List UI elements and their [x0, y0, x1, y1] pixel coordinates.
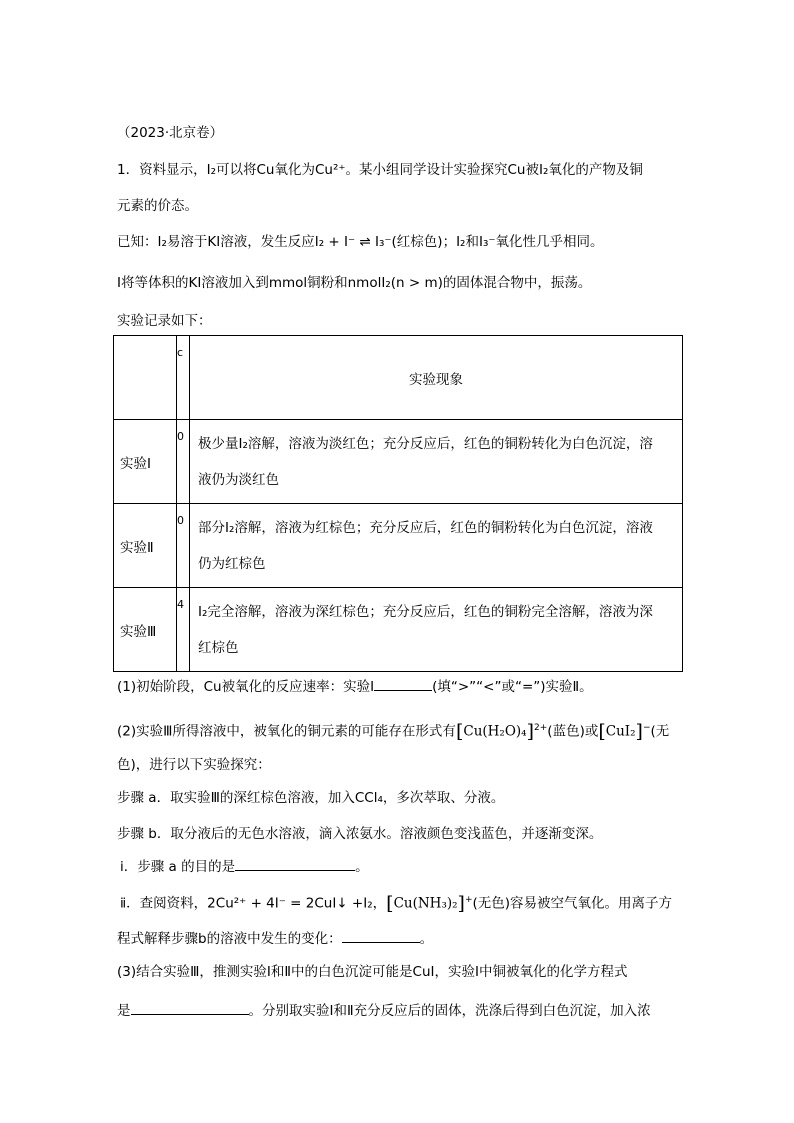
- bracket-open-icon: [: [455, 720, 464, 743]
- subquestion-3-line2: [117, 1000, 651, 1021]
- sub-ii-line1: [120, 890, 672, 914]
- bracket-close-icon: ]: [457, 892, 465, 915]
- sub-ii-line2: [117, 928, 433, 949]
- bracket-close-icon: ]: [526, 720, 535, 743]
- table-row: [114, 504, 683, 588]
- sub-i-after: 。: [355, 859, 369, 875]
- table-row: [114, 420, 683, 504]
- table-header-row: [114, 336, 683, 420]
- subquestion-3-line2-after: 。分别取实验Ⅰ和Ⅱ充分反应后的固体，洗涤后得到白色沉淀，加入浓: [248, 1003, 651, 1019]
- subquestion-2-after: (无: [650, 723, 670, 740]
- row-phenomenon: [190, 504, 683, 588]
- charge-2plus: 2+: [534, 723, 548, 733]
- charge-plus: +: [464, 895, 473, 905]
- answer-blank-i[interactable]: [235, 856, 355, 871]
- header-phenomenon-cell: 实验现象: [190, 336, 683, 420]
- table-row: [114, 588, 683, 672]
- sub-ii-line2-after: 。: [419, 931, 434, 947]
- complex-cui2: CuI₂: [605, 723, 636, 740]
- subquestion-2-mid: (蓝色)或: [547, 723, 599, 740]
- header-c-cell: c: [177, 336, 190, 420]
- row-phenomenon: [190, 420, 683, 504]
- step-b: 步骤 b．取分液后的无色水溶液，滴入浓氨水。溶液颜色变浅蓝色，并逐渐变深。: [117, 826, 603, 842]
- complex-cu-h2o: Cu(H₂O)₄: [463, 723, 527, 740]
- row-phenomenon-line2: 红棕色: [198, 639, 239, 656]
- row-phenomenon: [190, 588, 683, 672]
- sub-ii-before: ⅱ．查阅资料，2Cu²⁺ + 4I⁻ = 2CuI↓ +I₂，: [120, 895, 387, 912]
- known-info: 已知：I₂易溶于KI溶液，发生反应I₂ + I⁻ ⇌ I₃⁻(红棕色)；I₂和I₃⁻氧化性几乎相同。: [117, 234, 604, 250]
- answer-blank-3[interactable]: [131, 1000, 249, 1015]
- complex-cu-nh3: Cu(NH₃)₂: [393, 895, 458, 912]
- charge-minus: −: [642, 723, 651, 733]
- row-phenomenon-line2: 液仍为淡红色: [198, 471, 279, 488]
- row-phenomenon-line1: 极少量I₂溶解，溶液为淡红色；充分反应后，红色的铜粉转化为白色沉淀，溶: [198, 435, 653, 452]
- row-c: 4: [177, 588, 190, 672]
- step-a: 步骤 a．取实验Ⅲ的深红棕色溶液，加入CCl₄，多次萃取、分液。: [117, 790, 505, 806]
- answer-blank-ii[interactable]: [342, 928, 420, 943]
- question-1-line2: 元素的价态。: [117, 198, 198, 214]
- row-phenomenon-line1: 部分I₂溶解，溶液为红棕色；充分反应后，红色的铜粉转化为白色沉淀，溶液: [198, 519, 653, 536]
- subquestion-2-line1: [117, 718, 669, 742]
- row-name: 实验Ⅱ: [114, 504, 177, 588]
- bracket-close-icon: ]: [635, 720, 643, 743]
- record-intro: 实验记录如下：: [117, 313, 212, 329]
- row-c: 0: [177, 420, 190, 504]
- row-phenomenon-line2: 仍为红棕色: [198, 555, 266, 572]
- sub-i: [120, 856, 369, 877]
- row-name: 实验Ⅰ: [114, 420, 177, 504]
- source-tag: （2023·北京卷）: [117, 125, 224, 141]
- subquestion-1: [117, 676, 593, 697]
- sub-i-before: ⅰ．步骤 a 的目的是: [120, 859, 236, 875]
- subquestion-1-after: (填“>”“<”或“=”)实验Ⅱ。: [432, 679, 593, 695]
- answer-blank-1[interactable]: [374, 676, 432, 691]
- subquestion-3-line1: (3)结合实验Ⅲ，推测实验Ⅰ和Ⅱ中的白色沉淀可能是CuI，实验Ⅰ中铜被氧化的化学方程式: [117, 964, 628, 980]
- sub-ii-line2-before: 程式解释步骤b的溶液中发生的变化：: [117, 931, 342, 947]
- question-1-line1: 1．资料显示，I₂可以将Cu氧化为Cu²⁺。某小组同学设计实验探究Cu被I₂氧化的产物及铜: [117, 162, 643, 178]
- row-c: 0: [177, 504, 190, 588]
- subquestion-2-line2: 色)，进行以下实验探究：: [117, 757, 271, 773]
- bracket-open-icon: [: [598, 720, 606, 743]
- procedure: I将等体积的KI溶液加入到mmol铜粉和nmolI₂(n > m)的固体混合物中，振荡。: [117, 275, 592, 291]
- experiment-table: [113, 335, 683, 672]
- row-phenomenon-line1: I₂完全溶解，溶液为深红棕色；充分反应后，红色的铜粉完全溶解，溶液为深: [198, 603, 653, 620]
- row-name: 实验Ⅲ: [114, 588, 177, 672]
- header-empty-cell: [114, 336, 177, 420]
- sub-ii-after: (无色)容易被空气氧化。用离子方: [472, 895, 673, 912]
- subquestion-2-before: (2)实验Ⅲ所得溶液中，被氧化的铜元素的可能存在形式有: [117, 723, 456, 740]
- bracket-open-icon: [: [386, 892, 394, 915]
- subquestion-1-before: (1)初始阶段，Cu被氧化的反应速率：实验Ⅰ: [117, 679, 375, 695]
- subquestion-3-line2-before: 是: [117, 1003, 131, 1019]
